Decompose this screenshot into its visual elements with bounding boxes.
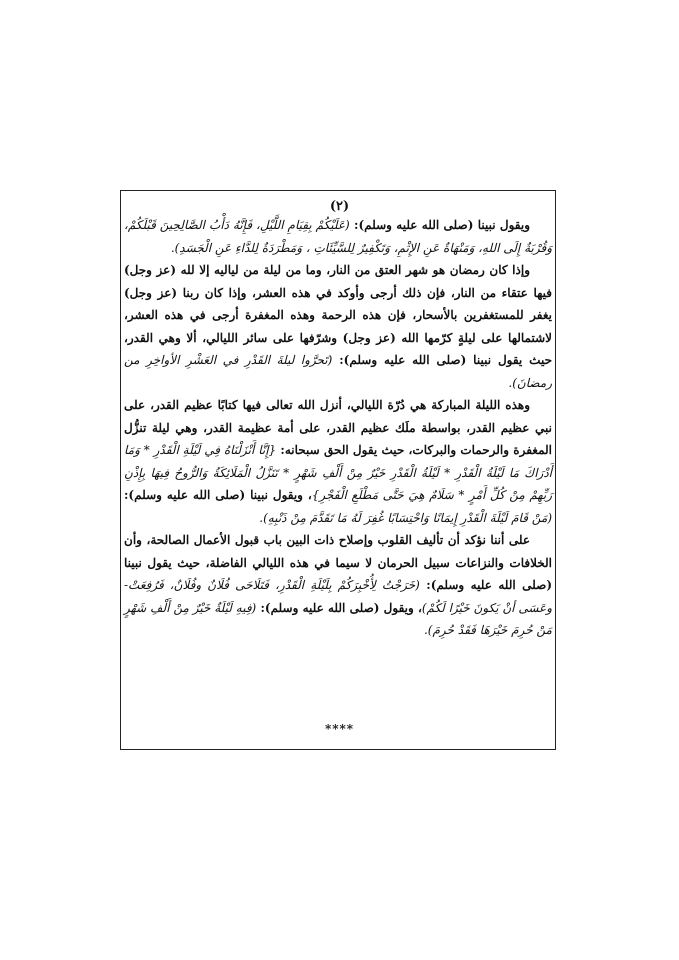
- paragraph: [124, 394, 552, 529]
- paragraph: [124, 259, 552, 394]
- quoted-text: (مَنْ قَامَ لَيْلَةَ الْقَدْرِ إِيمَانًا وَاحْتِسَابًا غُفِرَ لَهُ مَا تَقَدَّمَ مِنْ ذَنْبِهِ).: [259, 510, 552, 525]
- page-number: (٢): [329, 199, 350, 214]
- end-mark: ****: [324, 722, 355, 736]
- quoted-text: (خَرَجْتُ لِأُخْبِرَكُمْ بِلَيْلَةِ الْقَدْرِ، فَتَلَاحَى فُلَانٌ وفُلَانٌ، فَرُفِعَتْ- وعَسَى أنْ يَكونَ خَيْرًا لَكُمْ): [124, 578, 553, 615]
- quoted-text: (عَلَيْكُمْ بِقِيَامِ اللَّيْلِ، فَإِنَّهُ دَأْبُ الصَّالِحِينَ قَبْلَكُمْ، وَقُرْبَةٌ إِلَى اللهِ، وَمَنْهَاةٌ عَنِ الإِثْمِ، وَتَكْفِيرٌ لِلسَّيِّئَاتِ ، وَمَطْرَدَةٌ لِلدَّاءِ عَنِ الْجَسَدِ).: [124, 218, 552, 255]
- paragraph: [124, 529, 552, 642]
- paragraph-text: على أننا نؤكد أن تأليف القلوب وإصلاح ذات البين باب قبول الأعمال الصالحة، وأن الخلافات والنزاعات سبيل الحرمان لا سيما في هذه الليالي الفاضلة، حيث يقول نبينا (صلى الله عليه وسلم):: [124, 533, 553, 592]
- paragraph: [124, 214, 552, 259]
- quoted-text: (تَحرَّوا ليلةَ القَدْرِ في العَشْرِ الأواخِرِ من رمضانَ).: [124, 353, 552, 390]
- article-body: [124, 214, 552, 642]
- paragraph-text: وهذه الليلة المباركة هي دُرّة الليالي، أنزل الله تعالى فيها كتابًا عظيم القدر، على نبي عظيم القدر، بواسطة ملَك عظيم القدر، على أمة عظيمة القدر، وهي ليلة تنزُّل المغفرة والرحمات والبركات، حيث يقول الحق سبحانه:: [124, 398, 552, 457]
- quoted-text: (فِيهِ لَيْلَةٌ خَيْرٌ مِنْ أَلْفِ شَهْرٍ مَنْ حُرِمَ خَيْرَهَا فَقَدْ حُرِمَ).: [124, 600, 552, 637]
- paragraph-text: ، ويقول نبينا (صلى الله عليه وسلم):: [124, 488, 312, 502]
- paragraph-text: ، ويقول (صلى الله عليه وسلم):: [256, 600, 422, 615]
- quoted-text: {إِنَّا أَنْزَلْنَاهُ فِي لَيْلَةِ الْقَدْرِ * وَمَا أَدْرَاكَ مَا لَيْلَةُ الْقَدْرِ * لَيْلَةُ الْقَدْرِ خَيْرٌ مِنْ أَلْفِ شَهْرٍ * تَنَزَّلُ الْمَلَائِكَةُ وَالرُّوحُ فِيهَا بِإِذْنِ رَبِّهِمْ مِنْ كُلِّ أَمْرٍ * سَلَامٌ هِيَ حَتَّى مَطْلَعِ الْفَجْرِ}: [124, 443, 553, 502]
- paragraph-text: وإذا كان رمضان هو شهر العتق من النار، وما من ليلة من لياليه إلا لله (عز وجل) فيها عتقاء من النار، فإن ذلك أرجى وأوكد في هذه العشر، وإذا كان ربنا (عز وجل) يغفر للمستغفرين بالأسحار، فإن هذه الرحمة وهذه المغفرة أرجى في هذه العشر، لاشتمالها على ليلةٍ كرّمها الله (عز وجل) وشرّفها على سائر الليالي، ألا وهي القدر، حيث يقول نبينا (صلى الله عليه وسلم):: [124, 263, 552, 367]
- paragraph-text: ويقول نبينا (صلى الله عليه وسلم):: [349, 218, 531, 232]
